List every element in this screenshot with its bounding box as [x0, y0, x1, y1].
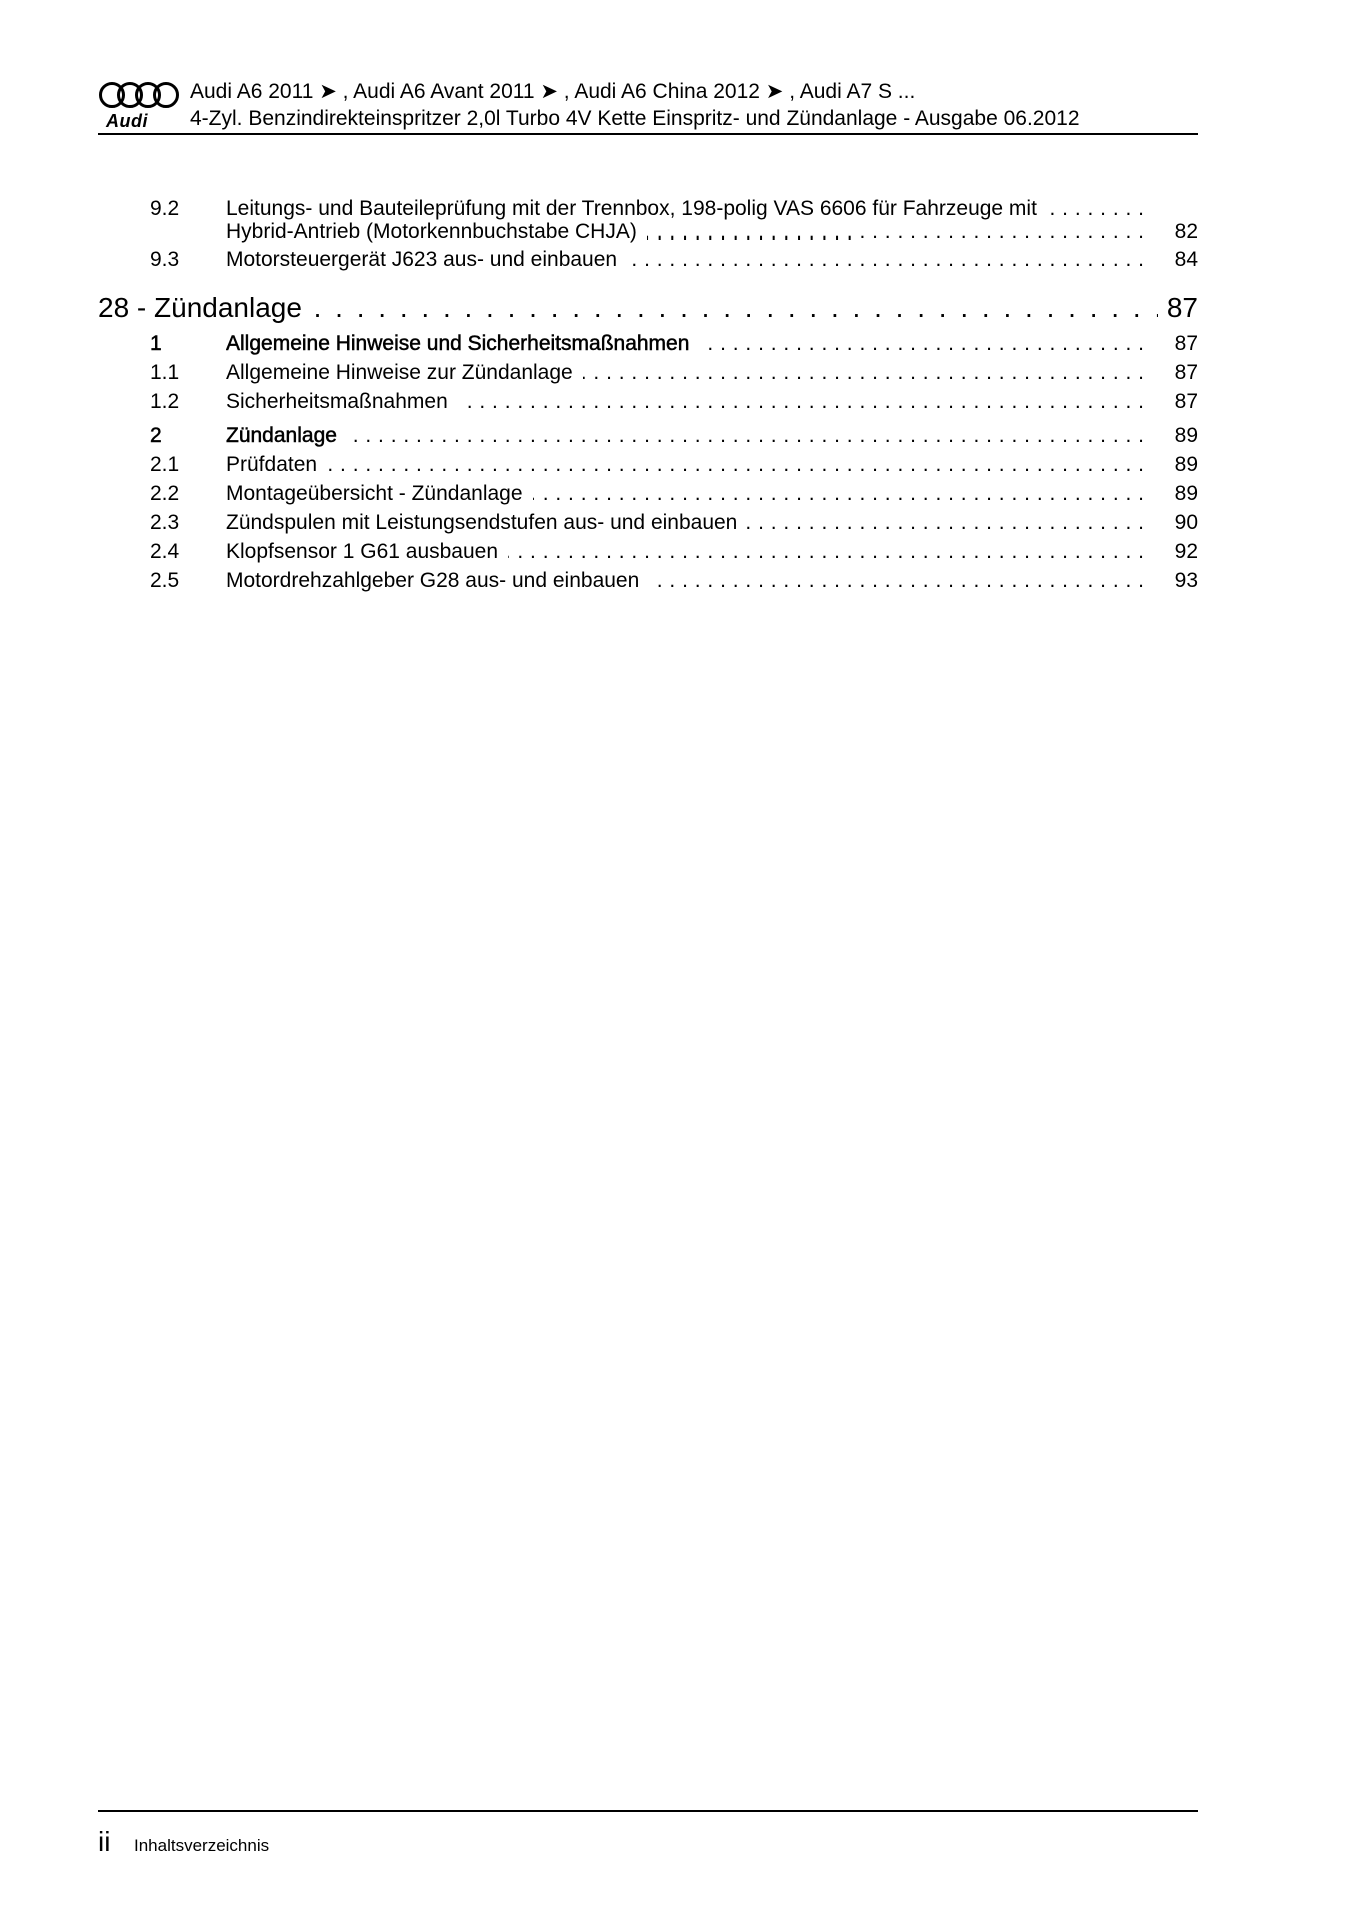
toc-entry-page: 93: [1174, 569, 1198, 592]
toc-entry-page: 84: [1174, 248, 1198, 271]
audi-logo: [98, 78, 182, 130]
footer-section-label: Inhaltsverzeichnis: [134, 1836, 270, 1855]
toc-entry-number: 2.4: [150, 540, 180, 563]
toc-entry-number: 9.3: [150, 248, 180, 271]
toc-entry-number: 2.3: [150, 511, 180, 534]
toc-entry-title: Prüfdaten . . .: [226, 452, 1146, 477]
toc-section-page: 87: [1174, 332, 1198, 355]
toc-section-number: 1: [150, 332, 162, 355]
audi-wordmark: Audi: [106, 111, 148, 131]
header-divider: [98, 133, 1198, 135]
toc-chapter-title: 28 - Zündanlage . . .: [98, 292, 1158, 324]
toc-entry-page: 89: [1174, 482, 1198, 505]
toc-entry-title-line2: Hybrid-Antrieb (Motorkennbuchstabe CHJA) . . .: [226, 219, 1146, 244]
toc-section-title: Allgemeine Hinweise und Sicherheitsmaßnahmen . . .: [226, 331, 1146, 356]
footer-divider: [98, 1810, 1198, 1812]
toc-entry-title: Zündspulen mit Leistungsendstufen aus- und einbauen . . .: [226, 510, 1146, 535]
header-models: Audi A6 2011 ➤ , Audi A6 Avant 2011 ➤ , Audi A6 China 2012 ➤ , Audi A7 S ...: [190, 80, 916, 103]
toc-entry-title: Motordrehzahlgeber G28 aus- und einbauen . . .: [226, 568, 1146, 593]
header-subtitle: 4-Zyl. Benzindirekteinspritzer 2,0l Turbo 4V Kette Einspritz- und Zündanlage - Ausgabe 06.2012: [190, 107, 1080, 130]
toc-entry-title: Sicherheitsmaßnahmen . . .: [226, 389, 1146, 414]
toc-entry-title: Klopfsensor 1 G61 ausbauen . . .: [226, 539, 1146, 564]
toc-entry-number: 1.1: [150, 361, 180, 384]
toc-entry-page: 82: [1174, 220, 1198, 243]
toc-entry-number: 2.5: [150, 569, 180, 592]
toc-section-title: Zündanlage . . .: [226, 423, 1146, 448]
toc-entry-title-line1: Leitungs- und Bauteileprüfung mit der Trennbox, 198-polig VAS 6606 für Fahrzeuge mit . . .: [226, 196, 1146, 221]
toc-entry-title: Motorsteuergerät J623 aus- und einbauen . . .: [226, 247, 1146, 272]
toc-entry-page: 92: [1174, 540, 1198, 563]
toc-entry-number: 2.1: [150, 453, 180, 476]
page-header: [98, 78, 1198, 136]
toc-entry-page: 89: [1174, 453, 1198, 476]
toc-chapter-page: 87: [1166, 292, 1198, 323]
audi-rings-icon: [98, 80, 182, 110]
toc-entry-number: 9.2: [150, 197, 180, 220]
toc-entry-page: 90: [1174, 511, 1198, 534]
toc-entry-page: 87: [1174, 361, 1198, 384]
toc-entry-title: Allgemeine Hinweise zur Zündanlage . . .: [226, 360, 1146, 385]
toc-entry-number: 2.2: [150, 482, 180, 505]
footer-page-number: ii: [98, 1826, 111, 1857]
toc-section-page: 89: [1174, 424, 1198, 447]
toc-entry-title: Montageübersicht - Zündanlage . . .: [226, 481, 1146, 506]
toc-section-number: 2: [150, 424, 162, 447]
toc-entry-page: 87: [1174, 390, 1198, 413]
toc-entry-number: 1.2: [150, 390, 180, 413]
